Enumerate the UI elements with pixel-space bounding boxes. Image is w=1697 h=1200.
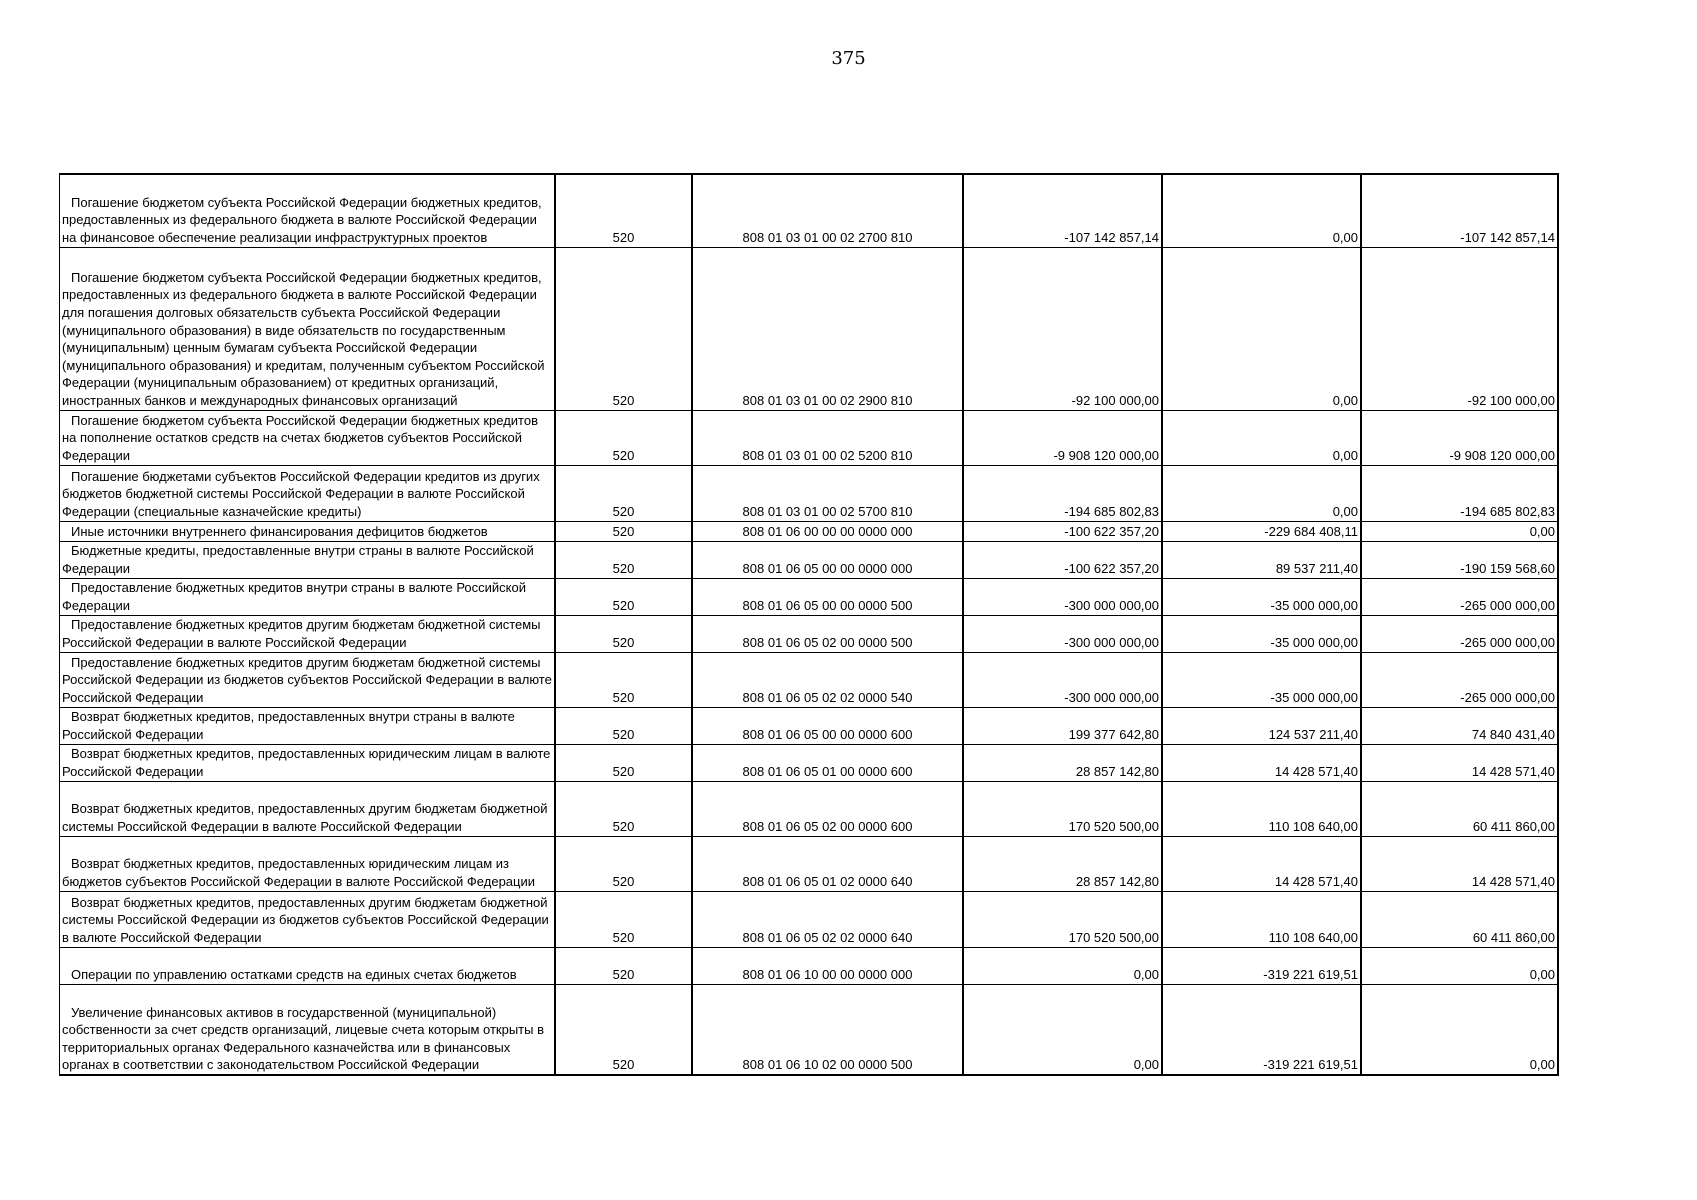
cell-text: 0,00 (1332, 503, 1358, 519)
row-approved-amount-cell (963, 891, 1162, 947)
row-unexecuted-amount-cell (1361, 652, 1558, 707)
row-executed-amount-cell (1162, 410, 1361, 465)
cell-text: 124 537 211,40 (1268, 726, 1358, 742)
row-executed-amount-cell (1162, 781, 1361, 836)
cell-text: 808 01 06 05 02 02 0000 640 (742, 929, 913, 945)
row-budget-classification-code-cell (692, 465, 963, 521)
table-row (60, 465, 1559, 521)
cell-text: 520 (612, 1057, 635, 1073)
cell-text: 110 108 640,00 (1268, 929, 1358, 945)
row-unexecuted-amount-cell (1361, 410, 1558, 465)
row-executed-amount-cell (1162, 836, 1361, 891)
table-row (60, 744, 1559, 781)
cell-text: 0,00 (1529, 966, 1555, 982)
cell-text: 808 01 06 05 01 00 0000 600 (742, 763, 913, 779)
row-executed-amount-cell (1162, 615, 1361, 652)
row-name-cell (60, 465, 556, 521)
cell-text: -265 000 000,00 (1460, 597, 1555, 613)
row-executed-amount-cell (1162, 652, 1361, 707)
cell-text: 0,00 (1133, 1057, 1159, 1073)
row-approved-amount-cell (963, 615, 1162, 652)
cell-text: 808 01 06 10 02 00 0000 500 (742, 1057, 913, 1073)
cell-text: 808 01 03 01 00 02 5200 810 (742, 447, 913, 463)
cell-text: 28 857 142,80 (1075, 873, 1159, 889)
row-approved-amount-cell (963, 984, 1162, 1075)
row-unexecuted-amount-cell (1361, 541, 1558, 578)
table-row (60, 174, 1559, 247)
row-name-cell (60, 707, 556, 744)
cell-text: 808 01 03 01 00 02 2700 810 (742, 229, 913, 245)
cell-text: Возврат бюджетных кредитов, предоставленных внутри страны в валюте Российской Федерации (62, 709, 515, 742)
row-budget-classification-code-cell (692, 744, 963, 781)
row-budget-classification-code-cell (692, 578, 963, 615)
cell-text: -92 100 000,00 (1467, 392, 1555, 408)
row-line-code-cell (555, 247, 692, 410)
row-executed-amount-cell (1162, 174, 1361, 247)
cell-text: Иные источники внутреннего финансирования дефицитов бюджетов (71, 523, 488, 539)
cell-text: -100 622 357,20 (1064, 560, 1159, 576)
cell-text: 0,00 (1332, 447, 1358, 463)
cell-text: Увеличение финансовых активов в государственной (муниципальной) собственности за счет средств организаций, лицевые счета которым открыты в территориальных органах Федерального казначейства или в финансовых органах в соответствии с законодательством Российской Федерации (62, 1004, 544, 1073)
table-row (60, 781, 1559, 836)
table-row (60, 578, 1559, 615)
row-unexecuted-amount-cell (1361, 947, 1558, 984)
cell-text: 808 01 06 05 02 02 0000 540 (742, 689, 913, 705)
row-name-cell (60, 410, 556, 465)
row-name-cell (60, 891, 556, 947)
row-executed-amount-cell (1162, 891, 1361, 947)
cell-text: 520 (612, 392, 635, 408)
row-approved-amount-cell (963, 410, 1162, 465)
cell-text: Погашение бюджетом субъекта Российской Федерации бюджетных кредитов, предоставленных из федерального бюджета в валюте Российской Федерации для погашения долговых обязательств субъекта Российской Федерации (муниципального образования) в виде обязательств по государственным (муниципальным) ценным бумагам субъекта Российской Федерации (муниципального образования) и кредитам, полученным субъектом Российской Федерации (муниципальным образованием) от кредитных организаций, иностранных банков и международных финансовых организаций (62, 269, 545, 408)
row-budget-classification-code-cell (692, 521, 963, 541)
cell-text: -300 000 000,00 (1064, 689, 1159, 705)
cell-text: 0,00 (1133, 966, 1159, 982)
cell-text: Операции по управлению остатками средств на единых счетах бюджетов (71, 966, 517, 982)
row-line-code-cell (555, 541, 692, 578)
cell-text: 110 108 640,00 (1268, 818, 1358, 834)
row-executed-amount-cell (1162, 947, 1361, 984)
row-name-cell (60, 541, 556, 578)
cell-text: 74 840 431,40 (1471, 726, 1555, 742)
table-row (60, 707, 1559, 744)
row-executed-amount-cell (1162, 707, 1361, 744)
cell-text: 520 (612, 726, 635, 742)
cell-text: 520 (612, 634, 635, 650)
table-row (60, 836, 1559, 891)
cell-text: -9 908 120 000,00 (1053, 447, 1159, 463)
row-unexecuted-amount-cell (1361, 707, 1558, 744)
cell-text: -319 221 619,51 (1263, 966, 1358, 982)
row-line-code-cell (555, 410, 692, 465)
row-line-code-cell (555, 781, 692, 836)
cell-text: 808 01 06 00 00 00 0000 000 (742, 523, 913, 539)
cell-text: 520 (612, 689, 635, 705)
cell-text: 808 01 06 05 01 02 0000 640 (742, 873, 913, 889)
row-budget-classification-code-cell (692, 615, 963, 652)
cell-text: Возврат бюджетных кредитов, предоставленных другим бюджетам бюджетной системы Российской Федерации в валюте Российской Федерации (62, 801, 548, 834)
cell-text: 520 (612, 873, 635, 889)
cell-text: -194 685 802,83 (1064, 503, 1159, 519)
cell-text: -9 908 120 000,00 (1449, 447, 1555, 463)
row-unexecuted-amount-cell (1361, 247, 1558, 410)
row-budget-classification-code-cell (692, 174, 963, 247)
cell-text: 808 01 03 01 00 02 2900 810 (742, 392, 913, 408)
row-unexecuted-amount-cell (1361, 174, 1558, 247)
cell-text: Погашение бюджетом субъекта Российской Федерации бюджетных кредитов, предоставленных из федерального бюджета в валюте Российской Федерации на финансовое обеспечение реализации инфраструктурных проектов (62, 194, 542, 245)
row-approved-amount-cell (963, 578, 1162, 615)
cell-text: 808 01 06 05 00 00 0000 500 (742, 597, 913, 613)
page-number: 375 (831, 48, 866, 69)
cell-text: Предоставление бюджетных кредитов другим бюджетам бюджетной системы Российской Федерации из бюджетов субъектов Российской Федерации в валюте Российской Федерации (62, 654, 552, 705)
row-unexecuted-amount-cell (1361, 465, 1558, 521)
table-body (60, 174, 1559, 1075)
table-row (60, 615, 1559, 652)
row-approved-amount-cell (963, 541, 1162, 578)
cell-text: 0,00 (1332, 229, 1358, 245)
cell-text: -35 000 000,00 (1270, 634, 1358, 650)
cell-text: -300 000 000,00 (1064, 597, 1159, 613)
cell-text: 808 01 06 05 02 00 0000 600 (742, 818, 913, 834)
cell-text: 808 01 06 05 00 00 0000 600 (742, 726, 913, 742)
row-approved-amount-cell (963, 836, 1162, 891)
cell-text: 808 01 06 05 02 00 0000 500 (742, 634, 913, 650)
row-executed-amount-cell (1162, 465, 1361, 521)
row-unexecuted-amount-cell (1361, 578, 1558, 615)
row-line-code-cell (555, 836, 692, 891)
row-unexecuted-amount-cell (1361, 744, 1558, 781)
row-line-code-cell (555, 465, 692, 521)
row-name-cell (60, 744, 556, 781)
row-name-cell (60, 984, 556, 1075)
row-name-cell (60, 521, 556, 541)
row-budget-classification-code-cell (692, 984, 963, 1075)
row-executed-amount-cell (1162, 578, 1361, 615)
cell-text: Возврат бюджетных кредитов, предоставленных юридическим лицам в валюте Российской Федерации (62, 746, 551, 779)
cell-text: 520 (612, 503, 635, 519)
row-budget-classification-code-cell (692, 652, 963, 707)
cell-text: 520 (612, 818, 635, 834)
row-approved-amount-cell (963, 247, 1162, 410)
row-line-code-cell (555, 615, 692, 652)
cell-text: 520 (612, 229, 635, 245)
row-executed-amount-cell (1162, 521, 1361, 541)
row-name-cell (60, 615, 556, 652)
row-line-code-cell (555, 744, 692, 781)
cell-text: -194 685 802,83 (1460, 503, 1555, 519)
cell-text: 520 (612, 929, 635, 945)
row-budget-classification-code-cell (692, 247, 963, 410)
row-executed-amount-cell (1162, 984, 1361, 1075)
row-unexecuted-amount-cell (1361, 891, 1558, 947)
cell-text: 199 377 642,80 (1068, 726, 1159, 742)
cell-text: 28 857 142,80 (1075, 763, 1159, 779)
row-approved-amount-cell (963, 174, 1162, 247)
cell-text: 0,00 (1529, 523, 1555, 539)
row-line-code-cell (555, 891, 692, 947)
row-approved-amount-cell (963, 707, 1162, 744)
cell-text: Погашение бюджетом субъекта Российской Федерации бюджетных кредитов на пополнение остатков средств на счетах бюджетов субъектов Российской Федерации (62, 412, 538, 463)
cell-text: -100 622 357,20 (1064, 523, 1159, 539)
row-name-cell (60, 578, 556, 615)
row-budget-classification-code-cell (692, 947, 963, 984)
cell-text: 520 (612, 560, 635, 576)
cell-text: -229 684 408,11 (1264, 523, 1358, 539)
cell-text: 808 01 03 01 00 02 5700 810 (742, 503, 913, 519)
cell-text: -35 000 000,00 (1270, 689, 1358, 705)
cell-text: -107 142 857,14 (1064, 229, 1159, 245)
cell-text: 60 411 860,00 (1472, 818, 1555, 834)
cell-text: 14 428 571,40 (1274, 763, 1358, 779)
row-name-cell (60, 781, 556, 836)
cell-text: Бюджетные кредиты, предоставленные внутри страны в валюте Российской Федерации (62, 543, 534, 576)
row-budget-classification-code-cell (692, 891, 963, 947)
row-budget-classification-code-cell (692, 707, 963, 744)
cell-text: 14 428 571,40 (1274, 873, 1358, 889)
row-unexecuted-amount-cell (1361, 984, 1558, 1075)
cell-text: -265 000 000,00 (1460, 634, 1555, 650)
row-name-cell (60, 247, 556, 410)
cell-text: Предоставление бюджетных кредитов другим бюджетам бюджетной системы Российской Федерации в валюте Российской Федерации (62, 617, 541, 650)
cell-text: Возврат бюджетных кредитов, предоставленных юридическим лицам из бюджетов субъектов Российской Федерации в валюте Российской Федерации (62, 856, 535, 889)
cell-text: 14 428 571,40 (1471, 763, 1555, 779)
cell-text: 808 01 06 10 00 00 0000 000 (742, 966, 913, 982)
cell-text: 14 428 571,40 (1471, 873, 1555, 889)
cell-text: 0,00 (1529, 1057, 1555, 1073)
cell-text: 89 537 211,40 (1275, 560, 1358, 576)
row-approved-amount-cell (963, 465, 1162, 521)
cell-text: -319 221 619,51 (1263, 1057, 1358, 1073)
row-unexecuted-amount-cell (1361, 836, 1558, 891)
row-line-code-cell (555, 174, 692, 247)
row-unexecuted-amount-cell (1361, 781, 1558, 836)
cell-text: -265 000 000,00 (1460, 689, 1555, 705)
row-line-code-cell (555, 707, 692, 744)
row-line-code-cell (555, 521, 692, 541)
cell-text: 520 (612, 763, 635, 779)
cell-text: 60 411 860,00 (1472, 929, 1555, 945)
cell-text: -190 159 568,60 (1460, 560, 1555, 576)
row-name-cell (60, 652, 556, 707)
row-approved-amount-cell (963, 781, 1162, 836)
cell-text: 520 (612, 523, 635, 539)
row-line-code-cell (555, 984, 692, 1075)
row-unexecuted-amount-cell (1361, 615, 1558, 652)
cell-text: Погашение бюджетами субъектов Российской Федерации кредитов из других бюджетов бюджетной системы Российской Федерации в валюте Российской Федерации (специальные казначейские кредиты) (62, 468, 540, 519)
cell-text: -300 000 000,00 (1064, 634, 1159, 650)
table-row (60, 541, 1559, 578)
row-line-code-cell (555, 578, 692, 615)
row-budget-classification-code-cell (692, 410, 963, 465)
row-approved-amount-cell (963, 744, 1162, 781)
row-budget-classification-code-cell (692, 836, 963, 891)
table-row (60, 652, 1559, 707)
row-line-code-cell (555, 652, 692, 707)
table-row (60, 410, 1559, 465)
cell-text: -92 100 000,00 (1071, 392, 1159, 408)
row-name-cell (60, 174, 556, 247)
row-executed-amount-cell (1162, 744, 1361, 781)
table-row (60, 984, 1559, 1075)
row-line-code-cell (555, 947, 692, 984)
cell-text: 520 (612, 966, 635, 982)
row-executed-amount-cell (1162, 247, 1361, 410)
row-name-cell (60, 836, 556, 891)
row-approved-amount-cell (963, 947, 1162, 984)
row-approved-amount-cell (963, 521, 1162, 541)
row-name-cell (60, 947, 556, 984)
table-row (60, 521, 1559, 541)
cell-text: 0,00 (1332, 392, 1358, 408)
table-row (60, 247, 1559, 410)
row-unexecuted-amount-cell (1361, 521, 1558, 541)
table-row (60, 891, 1559, 947)
budget-sources-table (59, 173, 1559, 1076)
cell-text: Возврат бюджетных кредитов, предоставленных другим бюджетам бюджетной системы Российской Федерации из бюджетов субъектов Российской Федерации в валюте Российской Федерации (62, 894, 549, 945)
cell-text: 170 520 500,00 (1068, 929, 1159, 945)
row-budget-classification-code-cell (692, 541, 963, 578)
cell-text: -35 000 000,00 (1270, 597, 1358, 613)
cell-text: Предоставление бюджетных кредитов внутри страны в валюте Российской Федерации (62, 580, 526, 613)
cell-text: 808 01 06 05 00 00 0000 000 (742, 560, 913, 576)
cell-text: -107 142 857,14 (1460, 229, 1555, 245)
cell-text: 170 520 500,00 (1068, 818, 1159, 834)
row-approved-amount-cell (963, 652, 1162, 707)
cell-text: 520 (612, 447, 635, 463)
row-budget-classification-code-cell (692, 781, 963, 836)
table-row (60, 947, 1559, 984)
cell-text: 520 (612, 597, 635, 613)
row-executed-amount-cell (1162, 541, 1361, 578)
